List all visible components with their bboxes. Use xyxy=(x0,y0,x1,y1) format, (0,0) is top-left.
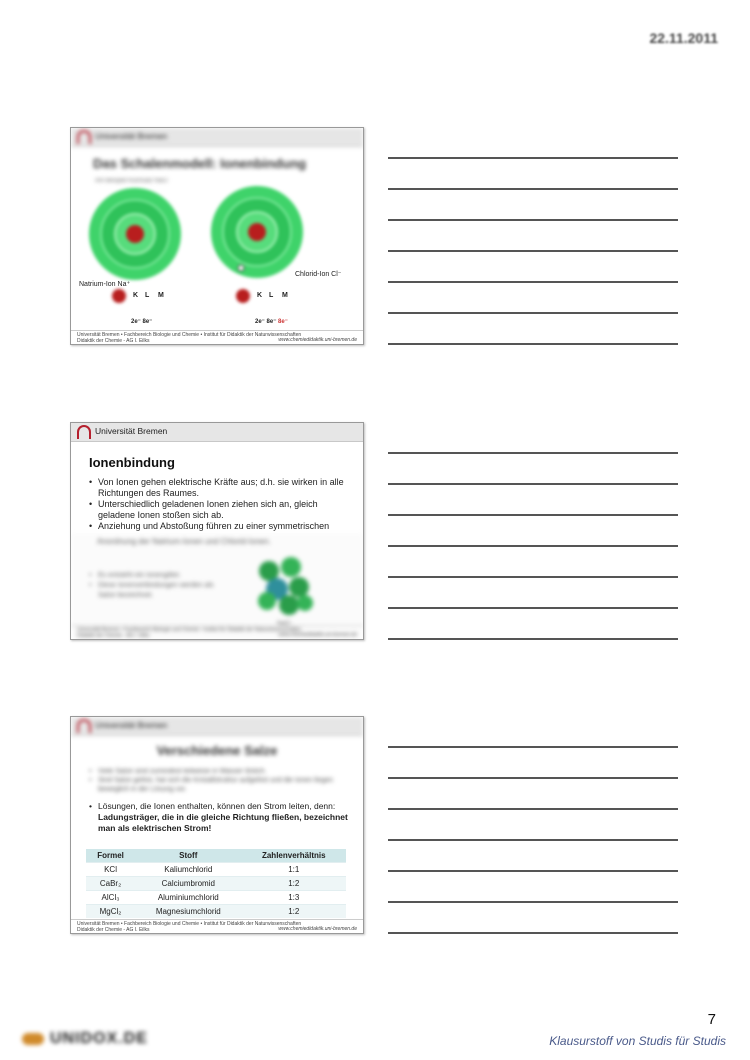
chlorine-electron-counts xyxy=(255,318,288,325)
table-cell: Calciumbromid xyxy=(135,877,241,891)
table-cell: 1:3 xyxy=(242,891,346,905)
table-cell: CaBr₂ xyxy=(86,877,135,891)
shell-m-label: M xyxy=(282,292,288,299)
bullet-item: • Sind Salze gelöst, hat sich die Kristallstruktur aufgelöst und die Ionen liegen beweglich in der Lösung vor. xyxy=(89,776,349,794)
note-line xyxy=(388,746,678,748)
note-line xyxy=(388,188,678,190)
blurred-text: Anordnung der Natrium-Ionen und Chlorid-Ionen. xyxy=(97,537,271,546)
footer-url: www.chemiedidaktik.uni-bremen.de xyxy=(278,926,357,932)
shell-k-label: K xyxy=(257,292,263,299)
slide-title: Das Schalenmodell: Ionenbindung xyxy=(93,156,307,171)
document-date: 22.11.2011 xyxy=(649,30,718,46)
note-line xyxy=(388,901,678,903)
slide-subtitle: Am Beispiel Kochsalz NaCl xyxy=(95,178,168,184)
note-line xyxy=(388,808,678,810)
slide-bullets-blurred xyxy=(89,767,349,794)
chlorine-atom-icon xyxy=(211,186,303,278)
bullet-item: • Anziehung und Abstoßung führen zu einer symmetrischen xyxy=(89,521,351,532)
slide-footer xyxy=(71,330,363,344)
shell-l-label: L xyxy=(145,292,150,299)
slide-title: Ionenbindung xyxy=(89,455,175,470)
note-line xyxy=(388,932,678,934)
note-line xyxy=(388,870,678,872)
table-row xyxy=(86,905,346,919)
footer-group: Didaktik der Chemie - AG I. Eilks xyxy=(77,338,150,344)
slide-footer xyxy=(71,919,363,933)
note-line xyxy=(388,638,678,640)
crystal-lattice-icon xyxy=(249,549,319,619)
slide-header xyxy=(71,423,363,442)
table-row xyxy=(86,891,346,905)
table-header-cell: Zahlenverhältnis xyxy=(242,849,346,863)
table-cell: 1:2 xyxy=(242,905,346,919)
footer-credit: Klausurstoff von Studis für Studis xyxy=(549,1034,726,1048)
note-line xyxy=(388,483,678,485)
footer-institution: Universität Bremen • Fachbereich Biologie und Chemie • Institut für Didaktik der Naturwissenschaften xyxy=(77,627,302,633)
sodium-electron-counts: 2e⁻ 8e⁻ xyxy=(131,319,153,325)
slide-title: Verschiedene Salze xyxy=(156,743,278,758)
bullet-text: Lösungen, die Ionen enthalten, können den Strom leiten, denn: xyxy=(98,801,336,811)
table-header-cell: Stoff xyxy=(135,849,241,863)
blurred-region xyxy=(71,533,363,639)
slide-footer xyxy=(71,625,363,639)
sodium-atom-icon xyxy=(89,188,181,280)
university-name: Universität Bremen xyxy=(95,131,168,141)
shell-m-label: M xyxy=(158,292,164,299)
table-cell: Kaliumchlorid xyxy=(135,863,241,877)
bullet-bold-text: Ladungsträger, die in die gleiche Richtung fließen, bezeichnet man als elektrischen Strom! xyxy=(98,812,348,833)
note-line xyxy=(388,281,678,283)
table-row xyxy=(86,877,346,891)
table-cell: 1:1 xyxy=(242,863,346,877)
chloride-ion-label: Chlorid-Ion Cl⁻ xyxy=(295,271,342,278)
note-line xyxy=(388,545,678,547)
table-cell: AlCl₃ xyxy=(86,891,135,905)
footer-institution: Universität Bremen • Fachbereich Biologie und Chemie • Institut für Didaktik der Naturwissenschaften xyxy=(77,921,302,927)
table-cell: 1:2 xyxy=(242,877,346,891)
footer-group: Didaktik der Chemie - AG I. Eilks xyxy=(77,633,150,639)
electron-count: 2e⁻ xyxy=(255,319,265,325)
slide-bullets-lower xyxy=(89,571,229,601)
note-line xyxy=(388,157,678,159)
university-name: Universität Bremen xyxy=(95,720,168,730)
shell-k-label: K xyxy=(133,292,139,299)
slide-bullets xyxy=(89,477,351,532)
bullet-item: • Unterschiedlich geladenen Ionen ziehen sich an, gleich geladene Ionen stoßen sich ab. xyxy=(89,499,351,521)
salts-table xyxy=(86,849,346,918)
note-line xyxy=(388,777,678,779)
slide-shell-model xyxy=(70,127,364,345)
crystal-label: NaCl xyxy=(277,621,291,627)
table-cell: MgCl₂ xyxy=(86,905,135,919)
table-cell: Magnesiumchlorid xyxy=(135,905,241,919)
footer-url: www.chemiedidaktik.uni-bremen.de xyxy=(278,337,357,343)
slide-different-salts xyxy=(70,716,364,934)
note-line xyxy=(388,250,678,252)
electron-count: 8e⁻ xyxy=(278,319,288,325)
note-line xyxy=(388,219,678,221)
table-header-row xyxy=(86,849,346,863)
brand-mark-icon xyxy=(22,1033,44,1045)
sodium-ion-label: Natrium-Ion Na⁺ xyxy=(79,281,131,288)
note-line xyxy=(388,607,678,609)
university-name: Universität Bremen xyxy=(95,426,168,436)
table-row xyxy=(86,863,346,877)
table-header-cell: Formel xyxy=(86,849,135,863)
brand-name: UNIDOX.DE xyxy=(50,1030,148,1047)
brand-logo xyxy=(22,1030,148,1048)
slide-ionic-bond xyxy=(70,422,364,640)
atom-diagram xyxy=(71,128,363,344)
electron-count: 8e⁻ xyxy=(266,319,277,325)
table-cell: Aluminiumchlorid xyxy=(135,891,241,905)
note-line xyxy=(388,343,678,345)
page-number: 7 xyxy=(707,1011,716,1028)
note-line xyxy=(388,312,678,314)
note-line xyxy=(388,839,678,841)
shell-l-label: L xyxy=(269,292,274,299)
note-line xyxy=(388,452,678,454)
bullet-item: • Viele Salze sind zumindest teilweise in Wasser löslich. xyxy=(89,767,349,776)
bullet-item: • Von Ionen gehen elektrische Kräfte aus; d.h. sie wirken in alle Richtungen des Raumes. xyxy=(89,477,351,499)
university-logo-icon xyxy=(77,719,91,733)
bullet-item: • Es entsteht ein Ionengitter. xyxy=(89,571,229,581)
table-cell: KCl xyxy=(86,863,135,877)
bullet-item: • Lösungen, die Ionen enthalten, können den Strom leiten, denn: Ladungsträger, die in die gleiche Richtung fließen, bezeichnet man als elektrischen Strom! xyxy=(89,801,348,833)
slide-header xyxy=(71,717,363,736)
footer-group: Didaktik der Chemie - AG I. Eilks xyxy=(77,927,150,933)
bullet-item: • Diese Ionenverbindungen werden als Salze bezeichnet. xyxy=(89,581,229,601)
note-line xyxy=(388,514,678,516)
footer-institution: Universität Bremen • Fachbereich Biologie und Chemie • Institut für Didaktik der Naturwissenschaften xyxy=(77,332,302,338)
footer-url: www.chemiedidaktik.uni-bremen.de xyxy=(278,632,357,638)
university-logo-icon xyxy=(77,425,91,439)
note-line xyxy=(388,576,678,578)
